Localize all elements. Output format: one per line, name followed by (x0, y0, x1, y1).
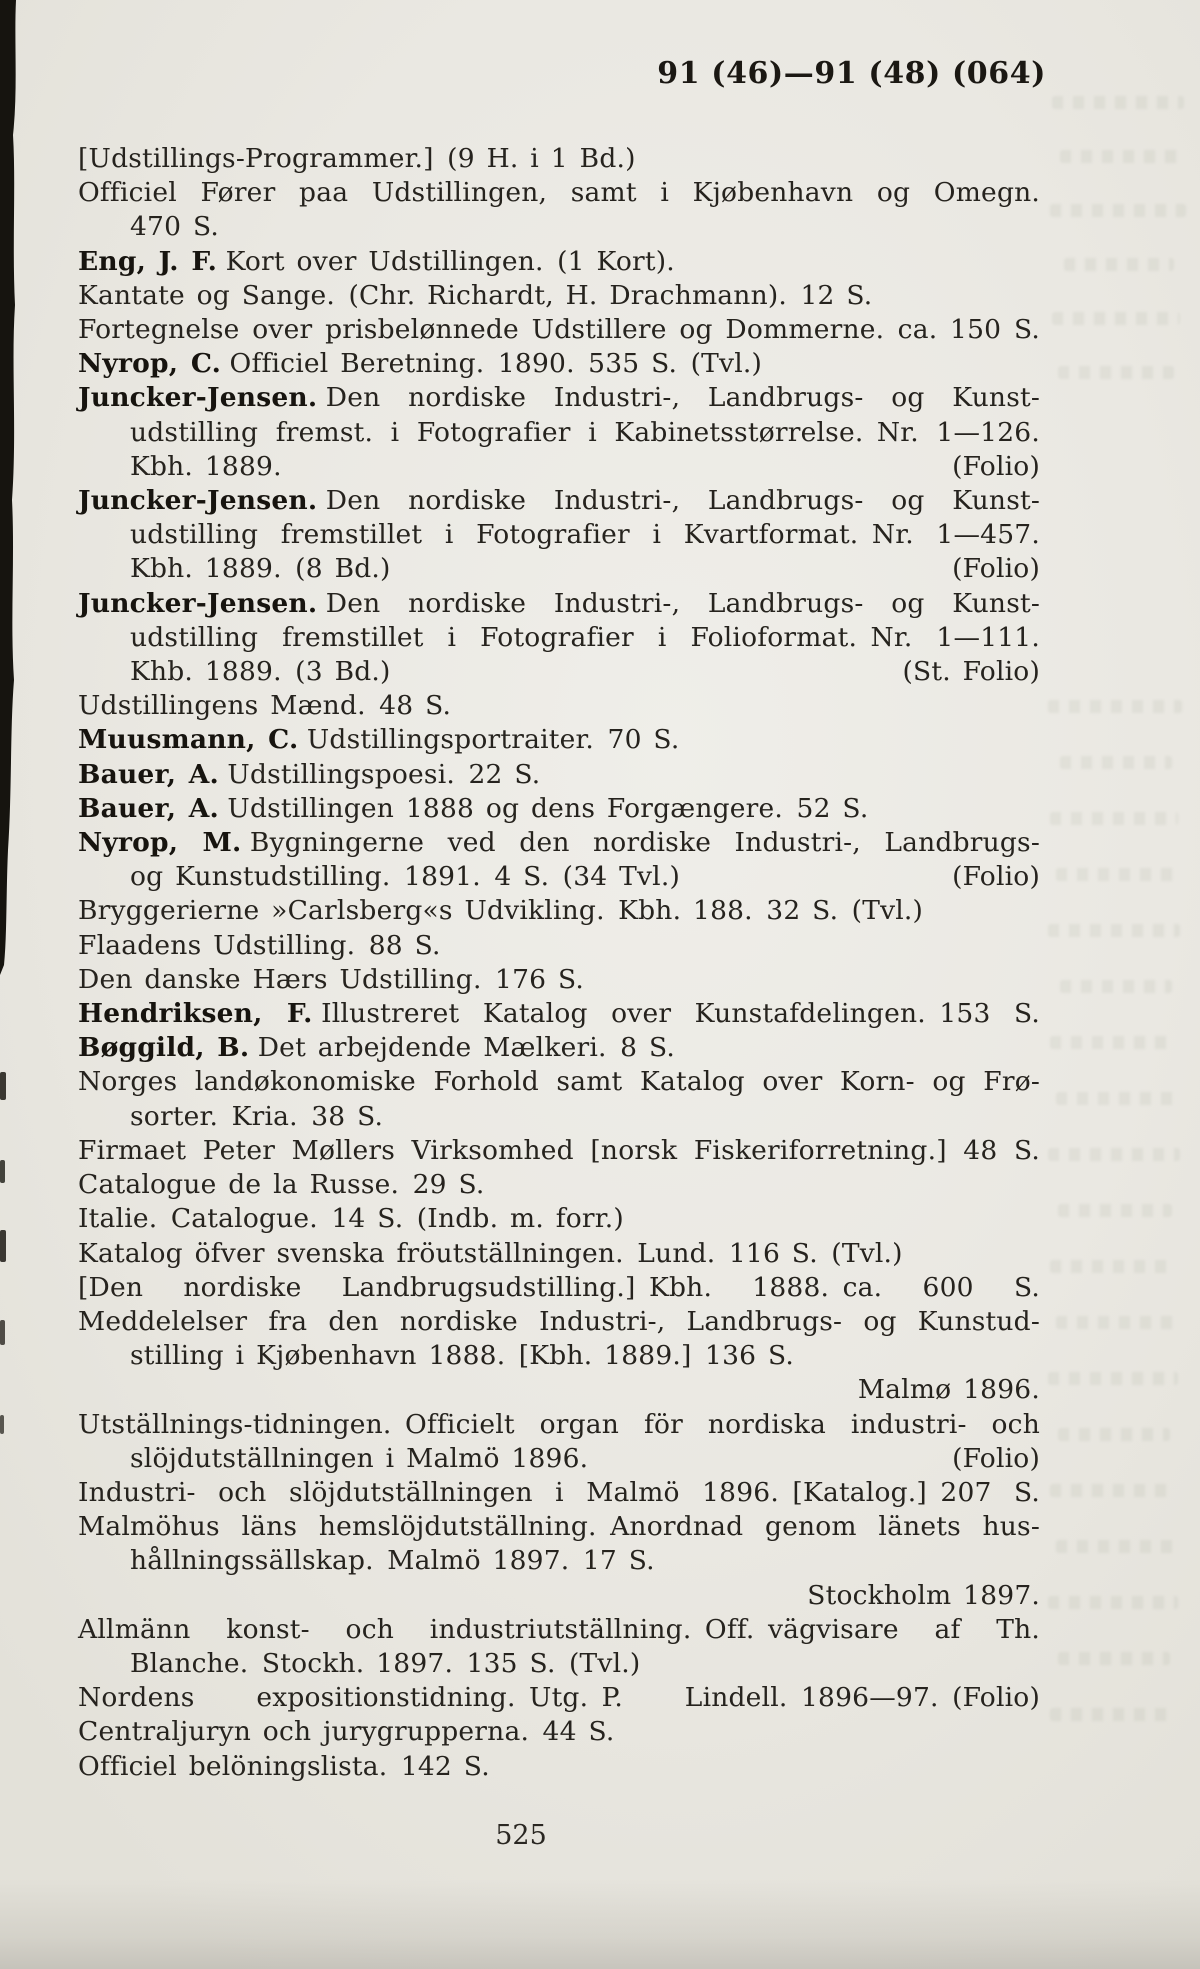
entry-line (78, 1408, 1040, 1442)
entry-line (78, 894, 1040, 928)
entry-line (78, 723, 1040, 757)
entry-line (78, 1715, 1040, 1749)
entry-text: Stockholm 1897. (807, 1579, 1040, 1611)
entry-format-note: (Folio) (952, 861, 1040, 893)
entry-text: hållningssällskap. Malmö 1897. 17 S. (130, 1545, 655, 1577)
bleed-through-artifact (1050, 204, 1186, 217)
bleed-through-artifact (1056, 868, 1174, 881)
entry-line (78, 450, 1040, 484)
entry-text: Nyrop, C. Officiel Beretning. 1890. 535 S. (Tvl.) (78, 348, 763, 380)
entry-line (78, 416, 1040, 450)
entry-author: Bauer, A. (78, 758, 219, 790)
entry-line (78, 313, 1040, 347)
entry-text: sorter. Kria. 38 S. (130, 1100, 384, 1132)
entry-text: Fortegnelse over prisbelønnede Udstillere og Dommerne. ca. 150 S. (78, 314, 1040, 346)
entry-line (78, 1442, 1040, 1476)
entry-text: 470 S. (130, 211, 220, 243)
entry-line (78, 1134, 1040, 1168)
entry-text: Bryggerierne »Carlsberg«s Udvikling. Kbh. 188. 32 S. (Tvl.) (78, 895, 924, 927)
entry-format-note: (Folio) (952, 450, 1040, 482)
entry-author: Eng, J. F. (78, 245, 218, 277)
page-number: 525 (495, 1820, 547, 1851)
entry-text: Bauer, A. Udstillingen 1888 og dens Forgængere. 52 S. (78, 792, 869, 824)
entry-text: Kbh. 1889. (130, 450, 282, 482)
entry-line (78, 1100, 1040, 1134)
entry-line (78, 1202, 1040, 1236)
entry-line (78, 1647, 1040, 1681)
entry-line (78, 792, 1040, 826)
entry-author: Bauer, A. (78, 792, 219, 824)
entry-text: Catalogue de la Russe. 29 S. (78, 1169, 485, 1201)
entry-line (78, 1339, 1040, 1373)
entry-text: Kantate og Sange. (Chr. Richardt, H. Drachmann). 12 S. (78, 279, 873, 311)
entry-text: udstilling fremst. i Fotografier i Kabinetsstørrelse. Nr. 1—126. (130, 416, 1040, 448)
entry-text: Utställnings-tidningen. Officielt organ för nordiska industri- och (78, 1408, 1040, 1440)
entry-line (78, 1031, 1040, 1065)
entry-text: Eng, J. F. Kort over Udstillingen. (1 Kort). (78, 245, 675, 277)
entry-line (78, 1613, 1040, 1647)
entry-line (78, 1579, 1040, 1613)
entry-text: Katalog öfver svenska fröutställningen. Lund. 116 S. (Tvl.) (78, 1237, 903, 1269)
entry-line (78, 1476, 1040, 1510)
entry-text: Centraljuryn och jurygrupperna. 44 S. (78, 1716, 615, 1748)
bleed-through-artifact (1048, 924, 1180, 937)
entry-line (78, 621, 1040, 655)
entry-text: Den danske Hærs Udstilling. 176 S. (78, 963, 585, 995)
entry-line (78, 1510, 1040, 1544)
entry-line (78, 963, 1040, 997)
entry-text: Flaadens Udstilling. 88 S. (78, 929, 441, 961)
entry-line (78, 279, 1040, 313)
bibliography-text (78, 142, 1040, 1784)
bleed-through-artifact (1058, 1204, 1172, 1217)
bleed-through-artifact (1058, 1428, 1170, 1441)
entry-line (78, 929, 1040, 963)
bleed-through-artifact (1050, 1036, 1176, 1049)
entry-text: Nordens expositionstidning. Utg. P. Lindell. 1896—97. (Folio) (78, 1682, 1040, 1714)
entry-text: Allmänn konst- och industriutställning. Off. vägvisare af Th. (78, 1613, 1040, 1645)
entry-text: Blanche. Stockh. 1897. 135 S. (Tvl.) (130, 1647, 641, 1679)
bleed-through-artifact (1050, 1260, 1176, 1273)
entry-text: [Udstillings-Programmer.] (9 H. i 1 Bd.) (78, 143, 636, 174)
entry-line (78, 1305, 1040, 1339)
entry-line (78, 997, 1040, 1031)
entry-text: Juncker-Jensen. Den nordiske Industri-, Landbrugs- og Kunst- (78, 485, 1040, 517)
entry-author: Hendriksen, F. (78, 998, 313, 1030)
bleed-through-artifact (1056, 1092, 1174, 1105)
bleed-through-artifact (1048, 700, 1182, 713)
entry-line (78, 1681, 1040, 1715)
entry-line (78, 826, 1040, 860)
bleed-through-artifact (1052, 96, 1184, 109)
bleed-through-artifact (1052, 312, 1180, 325)
entry-text: Firmaet Peter Møllers Virksomhed [norsk Fiskeriforretning.] 48 S. (78, 1134, 1040, 1166)
entry-text: Industri- och slöjdutställningen i Malmö 1896. [Katalog.] 207 S. (78, 1476, 1040, 1508)
scan-edge-artifact (0, 0, 26, 1969)
entry-format-note: (Folio) (952, 1442, 1040, 1474)
entry-author: Juncker-Jensen. (78, 382, 318, 414)
entry-format-note: (St. Folio) (902, 656, 1040, 688)
entry-line (78, 1237, 1040, 1271)
entry-text: stilling i Kjøbenhavn 1888. [Kbh. 1889.] 136 S. (130, 1340, 795, 1372)
entry-line (78, 347, 1040, 381)
scan-bottom-shadow (0, 1879, 1200, 1969)
bleed-through-artifact (1056, 1316, 1174, 1329)
entry-format-note: (Folio) (952, 553, 1040, 585)
entry-line (78, 758, 1040, 792)
entry-text: og Kunstudstilling. 1891. 4 S. (34 Tvl.) (130, 861, 681, 893)
bleed-through-artifact (1060, 150, 1178, 163)
entry-text: Italie. Catalogue. 14 S. (Indb. m. forr.) (78, 1203, 624, 1235)
entry-text: Muusmann, C. Udstillingsportraiter. 70 S. (78, 724, 680, 756)
entry-text: Norges landøkonomiske Forhold samt Katalog over Korn- og Frø- (78, 1066, 1040, 1098)
entry-author: Nyrop, M. (78, 827, 242, 859)
entry-text: Khb. 1889. (3 Bd.) (130, 656, 391, 688)
entry-line (78, 655, 1040, 689)
entry-line (78, 587, 1040, 621)
entry-text: Kbh. 1889. (8 Bd.) (130, 553, 391, 585)
entry-author: Bøggild, B. (78, 1032, 250, 1064)
entry-line (78, 1373, 1040, 1407)
entry-author: Nyrop, C. (78, 348, 222, 380)
bleed-through-artifact (1050, 1708, 1172, 1721)
entry-text: Nyrop, M. Bygningerne ved den nordiske Industri-, Landbrugs- (78, 827, 1040, 859)
entry-line (78, 1065, 1040, 1099)
entry-text: Malmø 1896. (857, 1374, 1040, 1406)
entry-text: Hendriksen, F. Illustreret Katalog over Kunstafdelingen. 153 S. (78, 998, 1040, 1030)
bleed-through-artifact (1050, 812, 1178, 825)
bleed-through-artifact (1058, 366, 1174, 379)
bleed-through-artifact (1048, 1596, 1178, 1609)
entry-author: Muusmann, C. (78, 724, 299, 756)
entry-line (78, 210, 1040, 244)
entry-author: Juncker-Jensen. (78, 485, 318, 517)
entry-line (78, 1271, 1040, 1305)
entry-text: slöjdutställningen i Malmö 1896. (130, 1442, 589, 1474)
entry-line (78, 552, 1040, 586)
entry-line (78, 245, 1040, 279)
entry-text: Malmöhus läns hemslöjdutställning. Anordnad genom länets hus- (78, 1511, 1040, 1543)
bleed-through-artifact (1056, 1540, 1174, 1553)
entry-line (78, 1544, 1040, 1578)
entry-text: udstilling fremstillet i Fotografier i Folioformat. Nr. 1—111. (130, 621, 1040, 653)
entry-text: Bauer, A. Udstillingspoesi. 22 S. (78, 758, 541, 790)
entry-line (78, 689, 1040, 723)
entry-text: Juncker-Jensen. Den nordiske Industri-, Landbrugs- og Kunst- (78, 382, 1040, 414)
entry-line (78, 142, 1040, 176)
entry-text: Officiel Fører paa Udstillingen, samt i Kjøbenhavn og Omegn. (78, 177, 1040, 209)
entry-text: Officiel belöningslista. 142 S. (78, 1750, 490, 1782)
entry-text: Meddelelser fra den nordiske Industri-, Landbrugs- og Kunstud- (78, 1305, 1040, 1337)
entry-line (78, 1750, 1040, 1784)
bleed-through-artifact (1048, 1148, 1180, 1161)
entry-text: udstilling fremstillet i Fotografier i Kvartformat. Nr. 1—457. (130, 519, 1040, 551)
entry-line (78, 1168, 1040, 1202)
bleed-through-artifact (1060, 980, 1172, 993)
entry-line (78, 381, 1040, 415)
entry-text: Juncker-Jensen. Den nordiske Industri-, Landbrugs- og Kunst- (78, 587, 1040, 619)
entry-text: Udstillingens Mænd. 48 S. (78, 690, 452, 722)
entry-text: Bøggild, B. Det arbejdende Mælkeri. 8 S. (78, 1032, 675, 1064)
bleed-through-artifact (1064, 258, 1174, 271)
entry-author: Juncker-Jensen. (78, 587, 318, 619)
bleed-through-artifact (1058, 1652, 1170, 1665)
entry-line (78, 518, 1040, 552)
bleed-through-artifact (1050, 1484, 1174, 1497)
entry-line (78, 176, 1040, 210)
bleed-through-artifact (1048, 1372, 1178, 1385)
bleed-through-artifact (1060, 756, 1172, 769)
entry-text: [Den nordiske Landbrugsudstilling.] Kbh. 1888. ca. 600 S. (78, 1271, 1040, 1303)
entry-line (78, 484, 1040, 518)
page-header-classification: 91 (46)—91 (48) (064) (657, 56, 1046, 91)
entry-line (78, 860, 1040, 894)
